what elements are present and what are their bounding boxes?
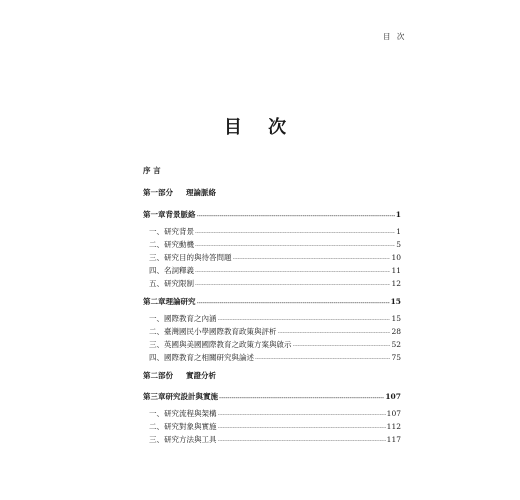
toc-page-number: 12 [391,279,401,288]
toc-section [149,253,401,263]
toc-section [149,340,401,350]
toc-leader-dots [195,280,390,290]
toc-section-number: 三、 [149,340,164,349]
toc-leader-dots [219,393,384,403]
toc-leader-dots [293,341,391,351]
toc-section-number: 二、 [149,240,164,249]
toc-leader-dots [195,267,390,277]
toc-section-title: 研究背景 [164,227,194,236]
toc-section-title: 研究對象與實施 [164,422,217,431]
toc-part-title: 實證分析 [186,371,216,380]
toc-leader-dots [195,228,395,238]
toc-chapter-number: 第三章 [143,392,166,401]
toc-page-number: 52 [391,340,401,349]
toc-section-title: 英國與美國國際教育之政策方案與啟示 [164,340,292,349]
running-head: 目 次 [383,32,407,41]
toc-page-number: 75 [391,353,401,362]
toc-leader-dots [233,254,391,264]
toc-leader-dots [218,315,391,325]
toc-section [149,435,401,445]
toc-page-number: 112 [386,422,401,431]
toc-section-title: 研究目的與待答問題 [164,253,232,262]
toc-page-number: 1 [396,227,401,236]
toc-section-title: 研究限制 [164,279,194,288]
toc-section [149,279,401,289]
toc-chapter-number: 第二章 [143,297,166,306]
page-title: 目 次 [223,117,297,138]
toc-section-title: 臺灣國民小學國際教育政策與評析 [164,327,277,336]
toc-section [149,409,401,419]
toc-section-number: 二、 [149,327,164,336]
toc-part-2 [143,371,216,381]
toc-section-number: 四、 [149,353,164,362]
toc-section-number: 二、 [149,422,164,431]
toc-page-number: 107 [386,409,401,418]
toc-section-title: 名詞釋義 [164,266,194,275]
toc-section-number: 三、 [149,435,164,444]
toc-page-number: 10 [391,253,401,262]
toc-leader-dots [197,298,390,308]
toc-page-number: 11 [391,266,401,275]
toc-chapter-title: 理論研究 [165,297,196,306]
toc-part-number: 第一部分 [143,188,173,197]
toc-section-number: 五、 [149,279,164,288]
toc-page-number: 1 [395,210,401,219]
toc-section [149,327,401,337]
toc-chapter-3 [143,392,401,402]
toc-chapter-number: 第一章 [143,210,166,219]
toc-page-number: 5 [396,240,401,249]
toc-leader-dots [255,354,390,364]
toc-section-number: 一、 [149,409,164,418]
toc-chapter-1 [143,210,401,220]
toc-chapter-title: 背景脈絡 [165,210,196,219]
toc-page-number: 15 [391,314,401,323]
toc-leader-dots [195,241,395,251]
toc-heading: 序 言 [143,166,161,175]
toc-section [149,422,401,432]
toc-page-number: 107 [385,392,401,401]
toc-section-title: 研究方法與工具 [164,435,217,444]
toc-part-title: 理論脈絡 [186,188,216,197]
toc-section [149,227,401,237]
toc-section [149,240,401,250]
toc-leader-dots [218,423,386,433]
toc-preface [143,166,161,176]
toc-section-title: 國際教育之內涵 [164,314,217,323]
toc-leader-dots [278,328,391,338]
toc-part-number: 第二部份 [143,371,173,380]
toc-page-number: 15 [390,297,401,306]
toc-leader-dots [197,211,395,221]
toc-chapter-title: 研究設計與實施 [165,392,218,401]
toc-section-title: 國際教育之相關研究與論述 [164,353,254,362]
toc-page-number: 28 [391,327,401,336]
toc-section-number: 一、 [149,227,164,236]
toc-page-number: 117 [386,435,401,444]
toc-chapter-2 [143,297,401,307]
toc-leader-dots [218,436,386,446]
toc-section-number: 三、 [149,253,164,262]
toc-section-title: 研究動機 [164,240,194,249]
toc-section [149,314,401,324]
toc-section-number: 一、 [149,314,164,323]
toc-part-1 [143,188,216,198]
toc-section-number: 四、 [149,266,164,275]
toc-section [149,266,401,276]
toc-section-title: 研究流程與架構 [164,409,217,418]
toc-section [149,353,401,363]
toc-leader-dots [218,410,386,420]
